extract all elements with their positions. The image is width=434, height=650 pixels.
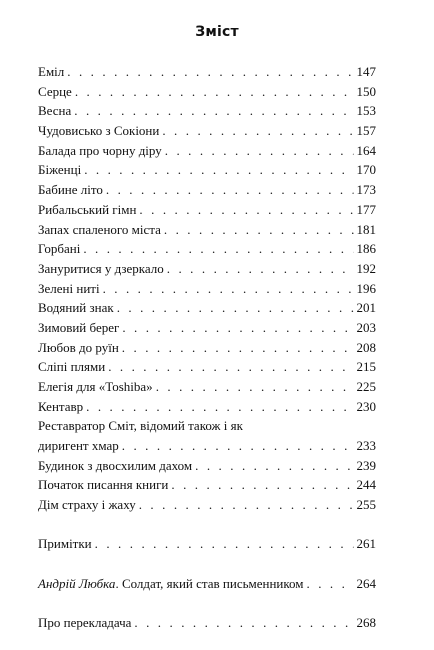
toc-entry-label: Кентавр [38, 398, 84, 414]
toc-entry-page: 233 [356, 438, 376, 454]
table-of-contents [38, 62, 376, 633]
dot-leader [162, 121, 353, 141]
toc-entry-page: 196 [356, 280, 376, 296]
toc-entry-page: 147 [356, 64, 376, 79]
author-name: Андрій Любка [38, 575, 116, 591]
toc-entry [38, 357, 376, 377]
toc-entry-label: Будинок з двосхилим дахом [38, 457, 193, 473]
toc-entry-label: Сліпі плями [38, 359, 106, 375]
toc-entry-page: 215 [356, 359, 376, 375]
toc-entry-label [38, 574, 304, 594]
toc-entry-translator [38, 613, 376, 633]
toc-entry-page: 181 [356, 221, 376, 237]
dot-leader [134, 613, 353, 633]
toc-entry-page: 201 [356, 300, 376, 316]
toc-entry-page: 173 [356, 182, 376, 198]
toc-entry [38, 239, 376, 259]
toc-entry [38, 377, 376, 397]
toc-entry-page: 255 [356, 497, 376, 513]
toc-entry [38, 121, 376, 141]
toc-entry-page: 208 [356, 339, 376, 355]
toc-entry [38, 279, 376, 299]
toc-entry [38, 141, 376, 161]
toc-entry-label: Любов до руїн [38, 339, 119, 355]
toc-entry-label: Біженці [38, 162, 82, 178]
toc-entry-page: 170 [356, 162, 376, 178]
toc-entry-label: Дім страху і жаху [38, 497, 136, 513]
section-spacer [38, 515, 376, 534]
toc-entry-label: Зануритися у дзеркало [38, 260, 164, 276]
toc-entry [38, 475, 376, 495]
dot-leader [86, 397, 353, 417]
toc-entry [38, 456, 376, 476]
toc-entry-page: 268 [356, 615, 376, 631]
dot-leader [67, 62, 353, 82]
toc-entry-label-line1: Реставратор Сміт, відомий також і як [38, 418, 243, 434]
dot-leader [122, 338, 354, 358]
dot-leader [106, 180, 354, 200]
toc-entry-page: 192 [356, 260, 376, 276]
toc-entry-label: Зимовий берег [38, 319, 120, 335]
toc-entry-label: Примітки [38, 535, 92, 551]
toc-entry-label: Запах спаленого міста [38, 221, 161, 237]
toc-entry-label: Початок писання книги [38, 477, 169, 493]
toc-entry-label: Про перекладача [38, 615, 132, 631]
toc-entry [38, 397, 376, 417]
toc-entry-label: Еміл [38, 64, 65, 79]
toc-entry-page: 157 [356, 123, 376, 139]
toc-entry-page: 177 [356, 201, 376, 217]
section-spacer [38, 554, 376, 574]
toc-entry [38, 220, 376, 240]
dot-leader [117, 298, 354, 318]
dot-leader [195, 456, 353, 476]
dot-leader [167, 259, 354, 279]
toc-entry [38, 298, 376, 318]
toc-entry [38, 62, 376, 82]
dot-leader [139, 495, 354, 515]
toc-entry-page: 239 [356, 457, 376, 473]
section-spacer [38, 593, 376, 613]
toc-entry [38, 318, 376, 338]
toc-entry-page: 261 [356, 535, 376, 551]
toc-entry [38, 495, 376, 515]
dot-leader [122, 436, 354, 456]
dot-leader [307, 574, 354, 594]
toc-entry-label: Бабине літо [38, 182, 103, 198]
toc-entry-label: Водяний знак [38, 300, 114, 316]
dot-leader [95, 534, 354, 554]
dot-leader [164, 220, 354, 240]
dot-leader [74, 101, 353, 121]
afterword-title: . Солдат, який став письменником [115, 575, 304, 591]
toc-entry-label: Рибальський гімн [38, 201, 137, 217]
dot-leader [171, 475, 353, 495]
dot-leader [103, 279, 354, 299]
toc-entry-label: Весна [38, 103, 72, 119]
toc-entry-label: Балада про чорну діру [38, 142, 162, 158]
toc-entry-label-line2: диригент хмар [38, 438, 119, 454]
toc-entry-line2 [38, 436, 376, 456]
toc-entry-page: 186 [356, 241, 376, 257]
toc-entry-page: 230 [356, 398, 376, 414]
toc-entry-page: 264 [356, 575, 376, 591]
toc-entry-label: Чудовисько з Сокіони [38, 123, 160, 139]
toc-entry-page: 203 [356, 319, 376, 335]
toc-entry [38, 338, 376, 358]
dot-leader [165, 141, 354, 161]
dot-leader [84, 160, 353, 180]
toc-entry-page: 164 [356, 142, 376, 158]
toc-entry [38, 200, 376, 220]
dot-leader [83, 239, 353, 259]
toc-entry-label: Горбані [38, 241, 81, 257]
dot-leader [122, 318, 353, 338]
toc-entry [38, 101, 376, 121]
toc-entry-label: Серце [38, 83, 72, 99]
dot-leader [156, 377, 354, 397]
dot-leader [108, 357, 353, 377]
toc-entry-notes [38, 534, 376, 554]
toc-entry [38, 180, 376, 200]
toc-entry-page: 150 [356, 83, 376, 99]
toc-entry-page: 153 [356, 103, 376, 119]
toc-entry-afterword [38, 574, 376, 594]
toc-entry [38, 82, 376, 102]
page-title: Зміст [195, 24, 239, 40]
toc-entry [38, 259, 376, 279]
dot-leader [75, 82, 354, 102]
toc-entry-page: 225 [356, 379, 376, 394]
toc-entry-label: Елегія для «Toshiba» [38, 379, 153, 394]
toc-entry [38, 160, 376, 180]
toc-entry-page: 244 [356, 477, 376, 493]
toc-entry-label: Зелені нитi [38, 280, 100, 296]
dot-leader [139, 200, 353, 220]
toc-entry-multiline [38, 416, 376, 455]
